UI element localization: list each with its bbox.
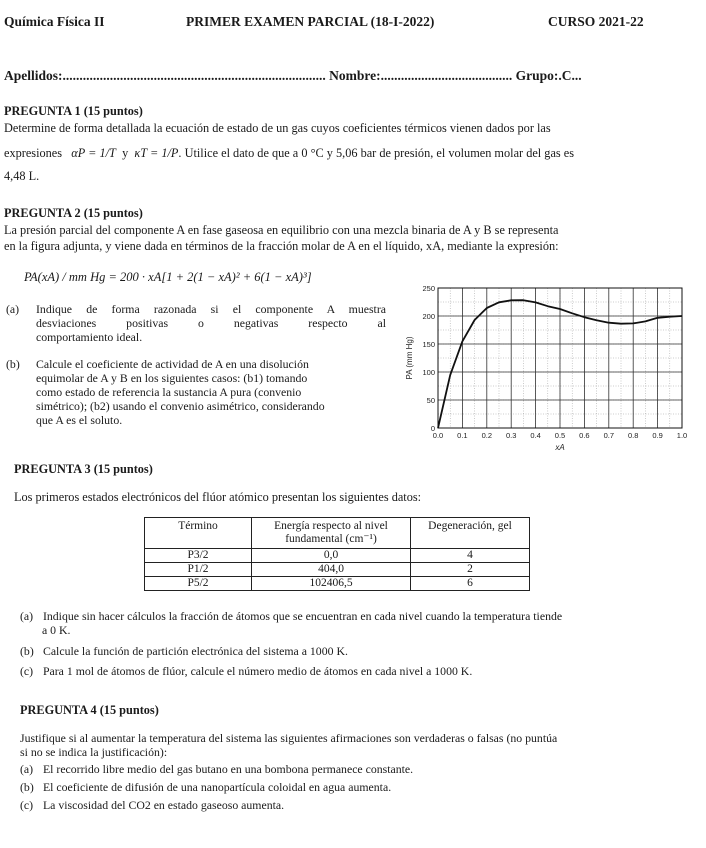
- q3-a-text2: a 0 K.: [42, 623, 71, 637]
- q4-a-text: El recorrido libre medio del gas butano en una bombona permanece constante.: [42, 762, 414, 776]
- q2-item-a: [6, 302, 386, 344]
- x-tick-label: 0.8: [627, 431, 639, 440]
- y-tick-label: 200: [422, 312, 435, 321]
- q2-a-label: (a): [6, 302, 20, 316]
- name-field[interactable]: Nombre:.......................................: [329, 68, 513, 83]
- table-header-row: [145, 518, 530, 549]
- course-title: Química Física II: [4, 14, 105, 29]
- table-cell: 102406,5: [252, 577, 411, 591]
- y-tick-label: 100: [422, 368, 435, 377]
- y-tick-label: 150: [422, 340, 435, 349]
- q3-item-a: [20, 609, 700, 637]
- q2-b-line5: que A es el soluto.: [36, 413, 123, 427]
- academic-year: CURSO 2021-22: [548, 14, 644, 29]
- table-cell: 2: [411, 563, 530, 577]
- table-cell: 404,0: [252, 563, 411, 577]
- q4-intro2: si no se indica la justificación):: [20, 745, 168, 759]
- y-tick-label: 0: [430, 424, 435, 433]
- q3-a-text: Indique sin hacer cálculos la fracción de átomos que se encuentran en cada nivel cuando la temperatura tiende: [42, 609, 563, 623]
- q4-a-label: (a): [20, 762, 34, 776]
- table-header: Degeneración, gel: [411, 518, 530, 549]
- q4-title: PREGUNTA 4 (15 puntos): [20, 703, 159, 717]
- table-cell: 0,0: [252, 549, 411, 563]
- vapor-pressure-chart: [398, 280, 688, 462]
- q2-b-label: (b): [6, 357, 20, 371]
- q1-line3: 4,48 L.: [4, 169, 40, 183]
- q4-item-b: [20, 780, 391, 794]
- q4-c-label: (c): [20, 798, 34, 812]
- x-tick-label: 0.3: [505, 431, 517, 440]
- q1-alpha: αP = 1/T: [71, 146, 116, 160]
- table-row: [145, 563, 530, 577]
- q1-kappa: κT = 1/P: [134, 146, 179, 160]
- q3-title: PREGUNTA 3 (15 puntos): [14, 462, 153, 476]
- q3-b-text: Calcule la función de partición electrónica del sistema a 1000 K.: [42, 644, 348, 658]
- q3-a-label: (a): [20, 609, 34, 623]
- q2-item-b: [6, 357, 386, 427]
- x-tick-label: 0.6: [579, 431, 590, 440]
- surname-field[interactable]: Apellidos:..............................................................................: [4, 68, 326, 83]
- x-tick-label: 0.9: [652, 431, 663, 440]
- fluorine-states-table: [144, 517, 530, 591]
- q4-b-label: (b): [20, 780, 34, 794]
- q2-equation: PA(xA) / mm Hg = 200 · xA[1 + 2(1 − xA)² + 6(1 − xA)³]: [24, 270, 312, 284]
- x-tick-label: 1.0: [676, 431, 688, 440]
- q1-line2: [4, 146, 704, 161]
- table-row: [145, 549, 530, 563]
- x-tick-label: 0.5: [554, 431, 566, 440]
- y-tick-label: 250: [422, 284, 435, 293]
- q2-b-line3: como estado de referencia la sustancia A pura (convenio: [36, 385, 302, 399]
- q2-a-line2: desviaciones positivas o negativas respecto al: [36, 316, 386, 330]
- q3-item-c: [20, 664, 700, 678]
- y-axis-label: PA (mm Hg): [405, 336, 414, 380]
- table-cell: 4: [411, 549, 530, 563]
- q2-a-line3: comportamiento ideal.: [36, 330, 143, 344]
- q3-b-label: (b): [20, 644, 34, 658]
- q4-intro1: Justifique si al aumentar la temperatura del sistema las siguientes afirmaciones son verdaderas o falsas (no puntúa: [20, 731, 558, 745]
- table-cell: P1/2: [145, 563, 252, 577]
- table-cell: 6: [411, 577, 530, 591]
- x-tick-label: 0.7: [603, 431, 615, 440]
- exam-title: PRIMER EXAMEN PARCIAL (18-I-2022): [186, 14, 435, 29]
- x-axis-label: xA: [555, 443, 565, 452]
- q4-item-c: [20, 798, 284, 812]
- x-tick-label: 0.4: [530, 431, 541, 440]
- group-field[interactable]: Grupo:.C...: [515, 68, 582, 83]
- table-cell: P3/2: [145, 549, 252, 563]
- x-tick-label: 0.1: [457, 431, 468, 440]
- x-tick-label: 0.2: [481, 431, 493, 440]
- q3-c-label: (c): [20, 664, 34, 678]
- q2-line2: en la figura adjunta, y viene dada en términos de la fracción molar de A en el líquido, xA, mediante la expresión:: [4, 239, 559, 253]
- q4-b-text: El coeficiente de difusión de una nanopartícula coloidal en agua aumenta.: [42, 780, 392, 794]
- q1-y: y: [122, 146, 129, 160]
- q1-line2-post: . Utilice el dato de que a 0 °C y 5,06 bar de presión, el volumen molar del gas es: [178, 146, 574, 160]
- q3-intro: Los primeros estados electrónicos del flúor atómico presentan los siguientes datos:: [14, 490, 422, 504]
- q2-title: PREGUNTA 2 (15 puntos): [4, 206, 143, 220]
- q4-item-a: [20, 762, 413, 776]
- q2-line1: La presión parcial del componente A en fase gaseosa en equilibrio con una mezcla binaria de A y B se representa: [4, 223, 559, 237]
- table-row: [145, 577, 530, 591]
- table-cell: P5/2: [145, 577, 252, 591]
- table-header: Energía respecto al nivel fundamental (cm⁻¹): [252, 518, 411, 549]
- q2-b-line1: Calcule el coeficiente de actividad de A en una disolución: [36, 357, 309, 371]
- q3-c-text: Para 1 mol de átomos de flúor, calcule el número medio de átomos en cada nivel a 1000 K.: [42, 664, 473, 678]
- q1-expr-pre: expresiones: [4, 146, 63, 160]
- q4-c-text: La viscosidad del CO2 en estado gaseoso aumenta.: [42, 798, 285, 812]
- student-line: [4, 68, 582, 84]
- q3-item-b: [20, 644, 700, 658]
- table-header: Término: [145, 518, 252, 549]
- y-tick-label: 50: [426, 396, 435, 405]
- q2-b-line2: equimolar de A y B en los siguientes casos: (b1) tomando: [36, 371, 308, 385]
- q1-line1: Determine de forma detallada la ecuación de estado de un gas cuyos coeficientes térmicos vienen dados por las: [4, 121, 551, 135]
- x-tick-label: 0.0: [432, 431, 444, 440]
- q2-a-line1: Indique de forma razonada si el componente A muestra: [36, 302, 386, 316]
- q2-b-line4: simétrico); (b2) usando el convenio asimétrico, considerando: [36, 399, 325, 413]
- q1-title: PREGUNTA 1 (15 puntos): [4, 104, 143, 118]
